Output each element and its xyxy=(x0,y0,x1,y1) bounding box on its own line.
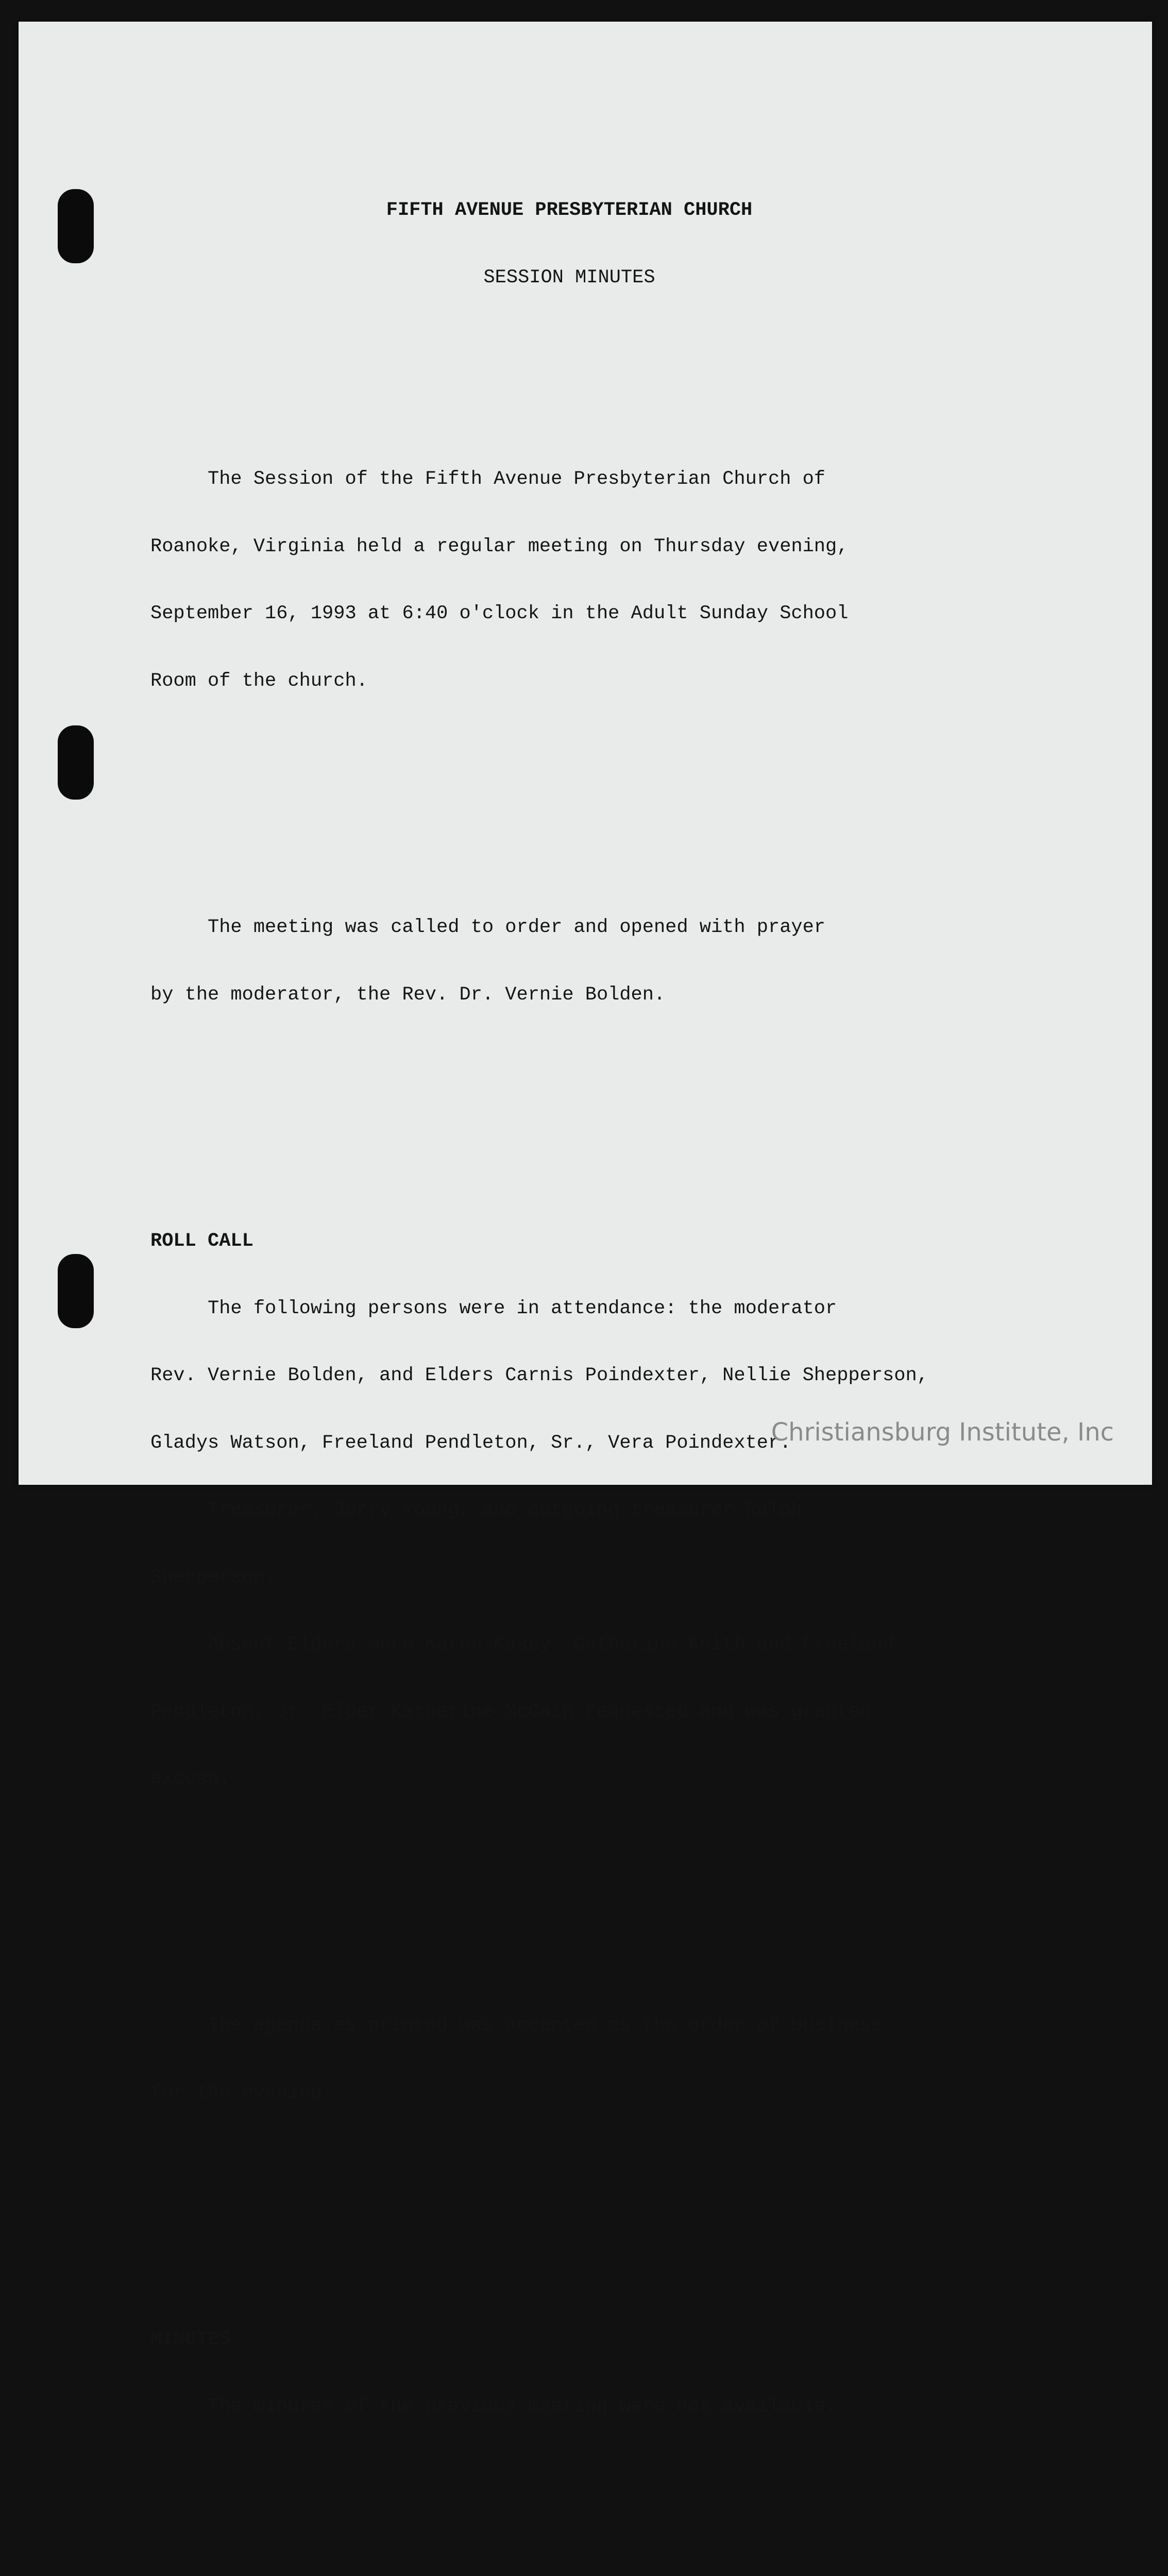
text-line: by the moderator, the Rev. Dr. Vernie Bolden. xyxy=(150,984,666,1006)
text-line: Roanoke, Virginia held a regular meeting on Thursday evening, xyxy=(150,535,849,557)
minutes-section xyxy=(150,2284,1078,2463)
document-title: FIFTH AVENUE PRESBYTERIAN CHURCH xyxy=(386,199,753,221)
intro-paragraph xyxy=(150,423,1078,737)
text-line: The meeting was called to order and opened with prayer xyxy=(150,917,826,938)
text-line: Gladys Watson, Freeland Pendleton, Sr., Vera Poindexter. xyxy=(150,1432,791,1454)
text-line: The following persons were in attendance: the moderator xyxy=(150,1297,837,1319)
minutes-document xyxy=(150,155,1078,2576)
text-line: September 16, 1993 at 6:40 o'clock in the Adult Sunday School xyxy=(150,603,849,624)
text-line: Room of the church. xyxy=(150,670,368,692)
text-line: The agenda as printed was accepted as the order of business xyxy=(150,2014,883,2037)
roll-call-section xyxy=(150,1185,1078,1836)
text-line: Pendleton, Jr. Elder Katherine McCain requested and was granted xyxy=(150,1701,871,1723)
text-line: excuse. xyxy=(150,1768,231,1790)
text-line: The Session of the Fifth Avenue Presbyterian Church of xyxy=(150,468,826,490)
punch-hole xyxy=(58,189,94,263)
section-heading: ROLL CALL xyxy=(150,1230,253,1252)
opening-paragraph xyxy=(150,872,1078,1051)
document-subtitle: SESSION MINUTES xyxy=(483,266,655,289)
section-heading: MINUTES xyxy=(150,2328,231,2350)
agenda-paragraph xyxy=(150,1970,1078,2149)
text-line: Shepperson. xyxy=(150,1566,277,1588)
watermark-text: Christiansburg Institute, Inc xyxy=(771,1418,1114,1447)
text-line: Treasurer, Jerry Young, and outgoing treasurer Ralph xyxy=(150,1499,803,1521)
text-line: Absent Elders were Karen Kasey, Catherine Keith and Freeland xyxy=(150,1634,894,1655)
punch-hole xyxy=(58,725,94,800)
text-line: The minutes of the previous meeting were not available. xyxy=(150,2396,837,2417)
text-line: for the evening. xyxy=(150,2082,334,2104)
punch-hole xyxy=(58,1254,94,1328)
text-line: Rev. Vernie Bolden, and Elders Carnis Poindexter, Nellie Shepperson, xyxy=(150,1365,928,1386)
